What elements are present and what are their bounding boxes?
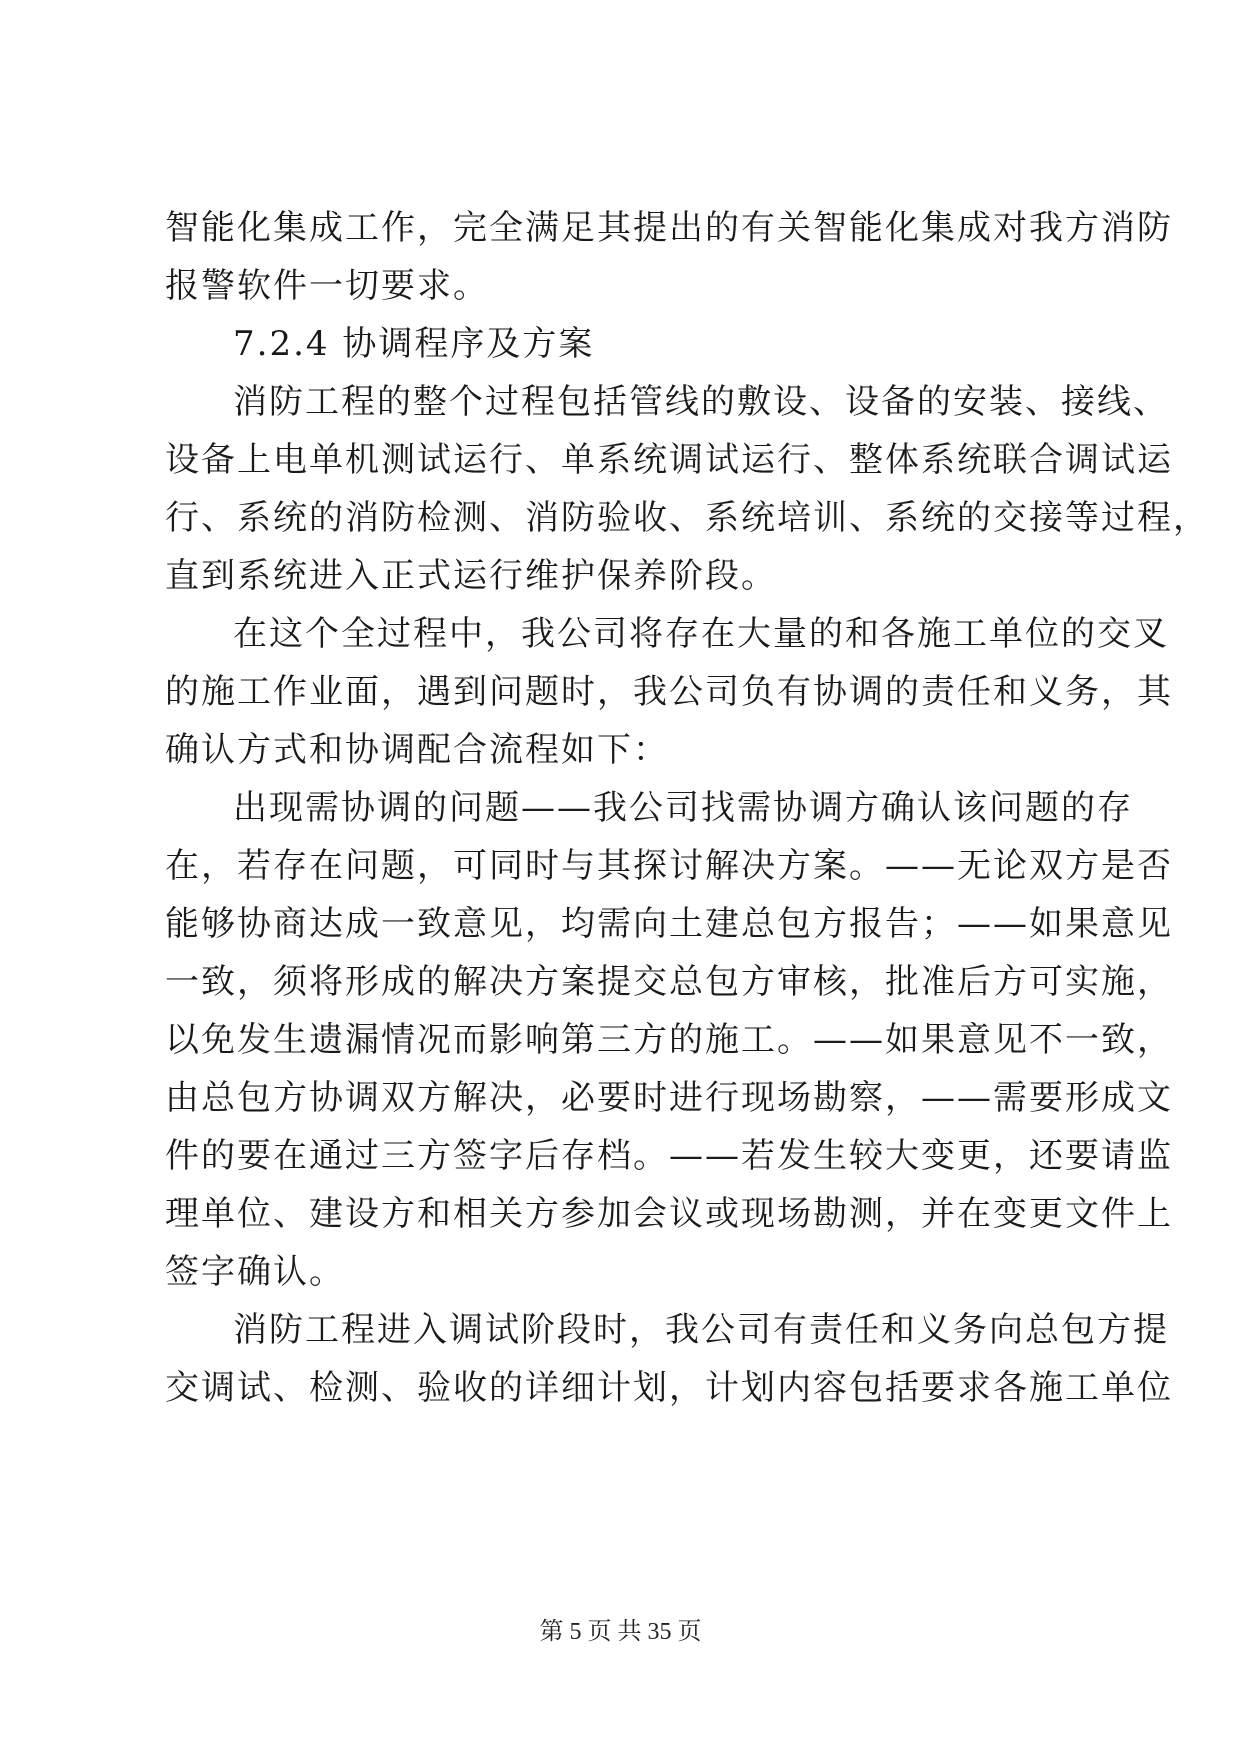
text-line: 设备上电单机测试运行、单系统调试运行、整体系统联合调试运	[165, 440, 1173, 480]
text-line: 消防工程进入调试阶段时，我公司有责任和义务向总包方提	[233, 1310, 1169, 1350]
text-line: 理单位、建设方和相关方参加会议或现场勘测，并在变更文件上	[165, 1194, 1173, 1234]
page-number-footer: 第 5 页 共 35 页	[539, 1619, 702, 1645]
text-line: 件的要在通过三方签字后存档。——若发生较大变更，还要请监	[165, 1136, 1173, 1176]
text-line: 行、系统的消防检测、消防验收、系统培训、系统的交接等过程，	[165, 498, 1209, 538]
text-line: 一致，须将形成的解决方案提交总包方审核，批准后方可实施，	[165, 962, 1173, 1002]
section-heading: 7.2.4 协调程序及方案	[233, 324, 595, 364]
text-line: 以免发生遗漏情况而影响第三方的施工。——如果意见不一致，	[165, 1020, 1173, 1060]
text-line: 在这个全过程中，我公司将存在大量的和各施工单位的交叉	[233, 614, 1169, 654]
text-line: 确认方式和协调配合流程如下：	[165, 730, 669, 770]
text-line: 的施工作业面，遇到问题时，我公司负有协调的责任和义务，其	[165, 672, 1173, 712]
text-line: 消防工程的整个过程包括管线的敷设、设备的安装、接线、	[233, 382, 1169, 422]
text-line: 在，若存在问题，可同时与其探讨解决方案。——无论双方是否	[165, 846, 1173, 886]
text-line: 由总包方协调双方解决，必要时进行现场勘察，——需要形成文	[165, 1078, 1173, 1118]
text-line: 出现需协调的问题——我公司找需协调方确认该问题的存	[233, 788, 1133, 828]
text-line: 报警软件一切要求。	[165, 266, 489, 306]
text-line: 交调试、检测、验收的详细计划，计划内容包括要求各施工单位	[165, 1368, 1173, 1408]
text-line: 智能化集成工作，完全满足其提出的有关智能化集成对我方消防	[165, 208, 1173, 248]
text-line: 直到系统进入正式运行维护保养阶段。	[165, 556, 777, 596]
text-line: 能够协商达成一致意见，均需向土建总包方报告；——如果意见	[165, 904, 1173, 944]
text-line: 签字确认。	[165, 1252, 345, 1292]
